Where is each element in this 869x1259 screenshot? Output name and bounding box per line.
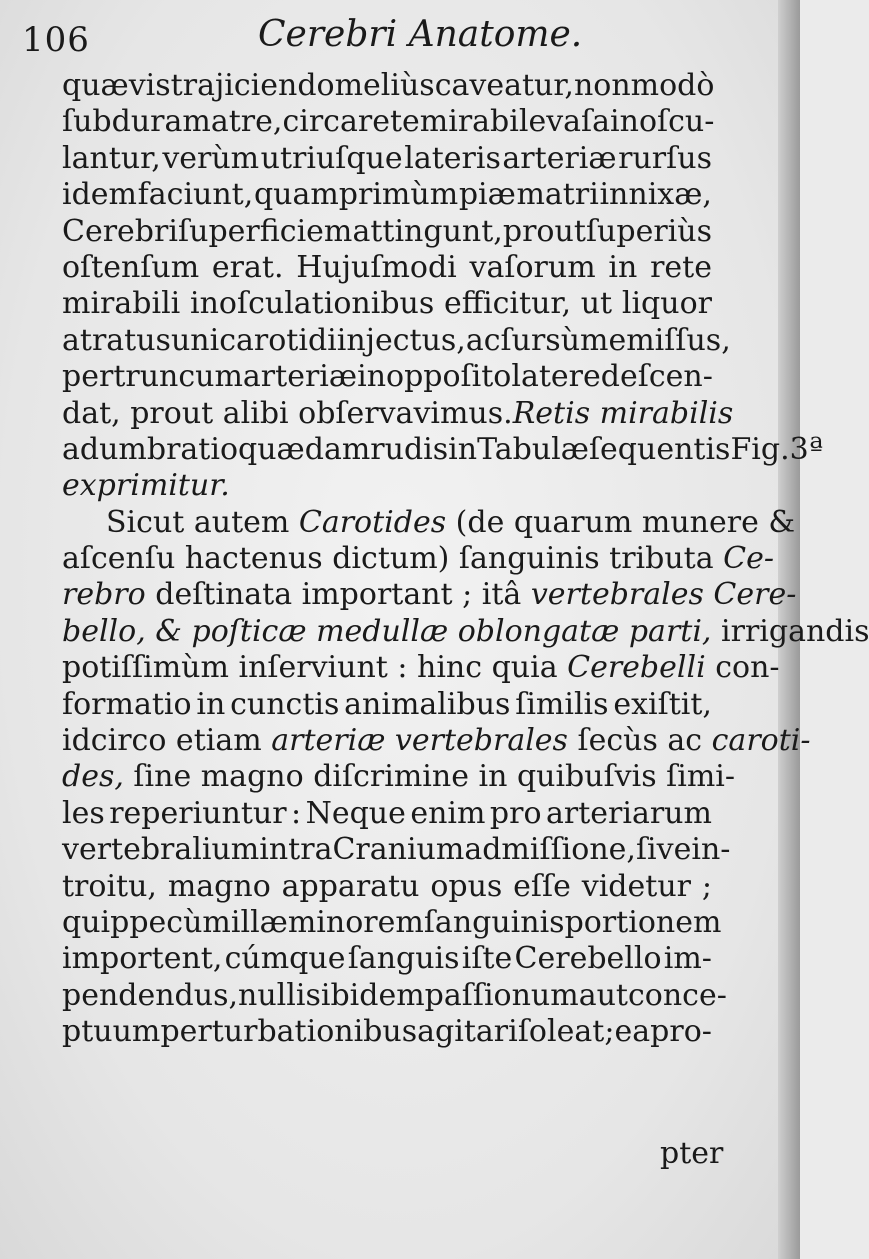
running-title: Cerebri Anatome. bbox=[258, 14, 583, 55]
text-line: ſub dura matre, circa rete mirabile vaſa inoſcu- bbox=[62, 104, 715, 140]
text-line: dat, prout alibi obſervavimus. Retis mirabilis bbox=[62, 395, 734, 431]
text-line: Cerebri ſuperficiem attingunt, prout ſuperiùs bbox=[62, 213, 712, 249]
text-line: Sicut autem Carotides (de quarum munere & bbox=[106, 504, 796, 540]
text-line: adumbratio quædam rudis in Tabulæ ſequentis Fig. 3ª bbox=[62, 431, 823, 467]
text-line: formatio in cunctis animalibus ſimilis exiſtit, bbox=[62, 686, 712, 722]
text-line: les reperiuntur : Neque enim pro arteriarum bbox=[62, 795, 712, 831]
text-line: idcirco etiam arteriæ vertebrales ſecùs ac caroti- bbox=[62, 723, 811, 759]
text-line: rebro deſtinata important ; itâ vertebrales Cere- bbox=[62, 577, 797, 613]
text-line: atratus uni carotidi injectus,ac ſursùm emiſſus, bbox=[62, 322, 731, 358]
text-line: vertebralium intra Cranium admiſſione, ſive in- bbox=[62, 832, 731, 868]
body-text bbox=[62, 68, 869, 1051]
text-line: des, ſine magno diſcrimine in quibuſvis ſimi- bbox=[62, 759, 736, 795]
text-line: potiſſimùm inſerviunt : hinc quia Cerebelli con- bbox=[62, 650, 780, 686]
text-line: importent, cúmque ſanguis iſte Cerebello im- bbox=[62, 941, 712, 977]
text-line: bello, & poſticæ medullæ oblongatæ parti, irrigandis bbox=[62, 613, 869, 649]
catchword: pter bbox=[660, 1136, 724, 1171]
page-number: 106 bbox=[22, 20, 90, 60]
text-line: lantur, verùm utriuſque lateris arteriæ rurſus bbox=[62, 140, 712, 176]
text-line: exprimitur. bbox=[62, 468, 230, 504]
text-line: troitu, magno apparatu opus eſſe videtur ; bbox=[62, 868, 712, 904]
text-line: pendendus, nullis ibidem paſſionum aut conce- bbox=[62, 977, 727, 1013]
text-line: oſtenſum erat. Hujuſmodi vaſorum in rete bbox=[62, 249, 712, 285]
text-line: mirabili inoſculationibus efficitur, ut liquor bbox=[62, 286, 712, 322]
page-header bbox=[0, 8, 800, 68]
text-line: aſcenſu hactenus dictum) ſanguinis tributa Ce- bbox=[62, 541, 775, 577]
text-line: idem faciunt, quamprimùm piæ matri innixæ, bbox=[62, 177, 712, 213]
text-line: quævis trajiciendo meliùs caveatur, non modò bbox=[62, 68, 715, 103]
text-line: quippe cùm illæ minorem ſanguinis portionem bbox=[62, 904, 722, 940]
text-line: ptuum perturbationibus agitari ſoleat ; eapro- bbox=[62, 1014, 712, 1050]
text-line: per truncum arteriæ in oppoſito latere deſcen- bbox=[62, 359, 713, 395]
